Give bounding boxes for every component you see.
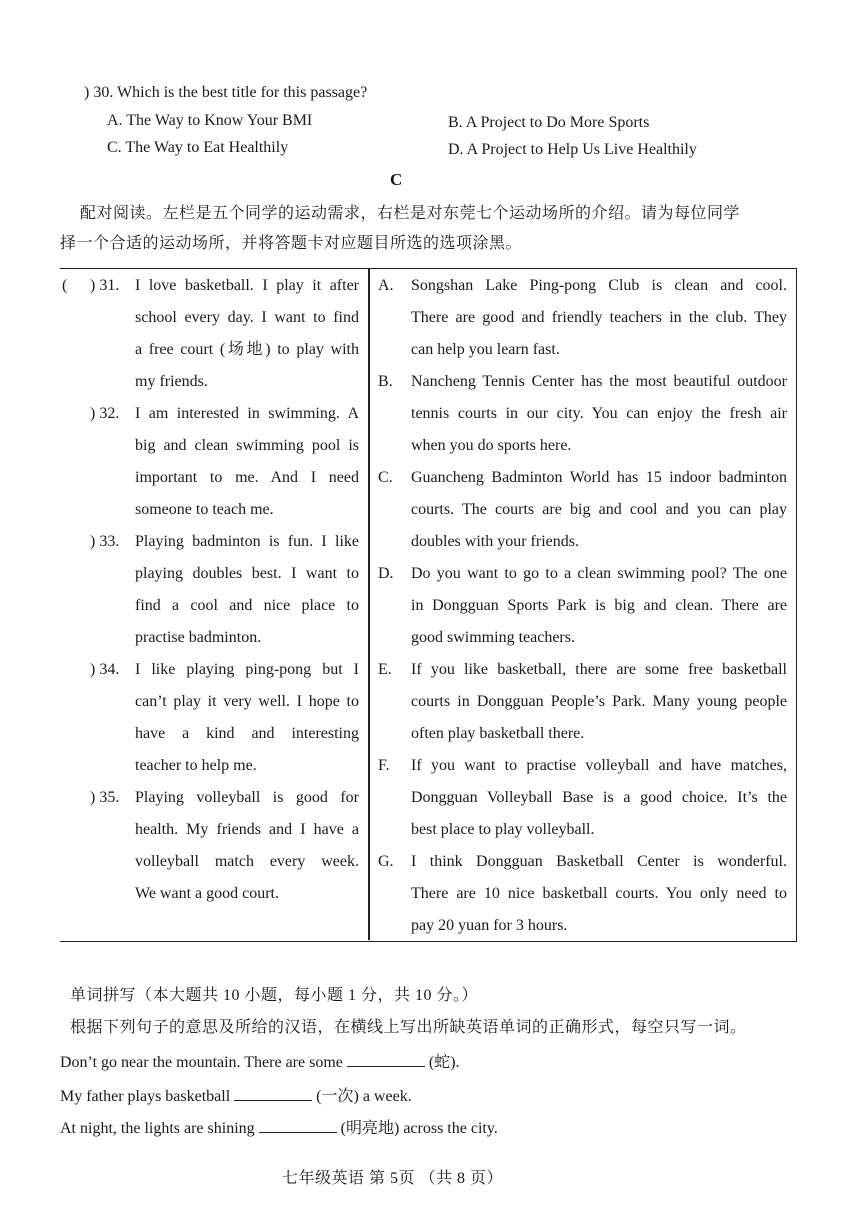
student-need-line: school every day. I want to find: [135, 309, 359, 326]
q30-option-a: A. The Way to Know Your BMI: [107, 112, 313, 129]
student-need-line: health. My friends and I have a: [135, 821, 359, 838]
students-column: [60, 270, 366, 910]
sentence-3-before: At night, the lights are shining: [60, 1120, 255, 1137]
page-footer: 七年级英语 第 5页 （共 8 页）: [282, 1170, 504, 1187]
venue-option-letter: E.: [378, 661, 392, 678]
sentence-1-after: (蛇).: [428, 1054, 460, 1071]
venue-option-letter: A.: [378, 277, 394, 294]
student-need-line: someone to teach me.: [135, 501, 274, 518]
student-item-number: ) 31.: [90, 277, 120, 294]
venue-description-line: Do you want to go to a clean swimming pool? The one: [411, 565, 787, 582]
venue-description-line: best place to play volleyball.: [411, 821, 595, 838]
venue-description-line: can help you learn fast.: [411, 341, 560, 358]
student-need-line: big and clean swimming pool is: [135, 437, 359, 454]
spelling-sentence-1: [60, 1049, 460, 1072]
student-item-number: ) 32.: [90, 405, 120, 422]
venue-option-letter: C.: [378, 469, 393, 486]
student-need-line: teacher to help me.: [135, 757, 257, 774]
venue-option-letter: B.: [378, 373, 393, 390]
venue-description-line: There are 10 nice basketball courts. You only need to: [411, 885, 787, 902]
student-need-line: my friends.: [135, 373, 208, 390]
student-need-line: I love basketball. I play it after: [135, 277, 359, 294]
q30-option-b: B. A Project to Do More Sports: [448, 114, 650, 131]
q30-question: ) 30. Which is the best title for this passage?: [84, 84, 368, 101]
answer-blank-3[interactable]: [259, 1116, 337, 1133]
section-c-instruction-1: 配对阅读。左栏是五个同学的运动需求，右栏是对东莞七个运动场所的介绍。请为每位同学: [80, 205, 741, 222]
venue-description-line: There are good and friendly teachers in the club. They: [411, 309, 787, 326]
venue-description-line: Guancheng Badminton World has 15 indoor badminton: [411, 469, 787, 486]
student-need-line: find a cool and nice place to: [135, 597, 359, 614]
student-need-line: have a kind and interesting: [135, 725, 359, 742]
sentence-2-after: (一次) a week.: [316, 1088, 412, 1105]
venue-description-line: when you do sports here.: [411, 437, 572, 454]
sentence-2-before: My father plays basketball: [60, 1088, 231, 1105]
answer-paren[interactable]: (: [62, 277, 68, 294]
spelling-instruction: 根据下列句子的意思及所给的汉语，在横线上写出所缺英语单词的正确形式，每空只写一词。: [70, 1019, 747, 1036]
student-need-line: practise badminton.: [135, 629, 262, 646]
venue-option-letter: G.: [378, 853, 394, 870]
venue-option-letter: F.: [378, 757, 390, 774]
venue-description-line: courts. The courts are big and cool and you can play: [411, 501, 787, 518]
venue-description-line: Nancheng Tennis Center has the most beautiful outdoor: [411, 373, 787, 390]
student-need-line: important to me. And I need: [135, 469, 359, 486]
student-need-line: volleyball match every week.: [135, 853, 359, 870]
venue-description-line: If you want to practise volleyball and have matches,: [411, 757, 787, 774]
venue-description-line: pay 20 yuan for 3 hours.: [411, 917, 568, 934]
venue-description-line: Dongguan Volleyball Base is a good choice. It’s the: [411, 789, 787, 806]
venue-description-line: I think Dongguan Basketball Center is wonderful.: [411, 853, 787, 870]
student-need-line: Playing badminton is fun. I like: [135, 533, 359, 550]
venue-description-line: good swimming teachers.: [411, 629, 575, 646]
venues-column: [370, 270, 796, 940]
venue-description-line: tennis courts in our city. You can enjoy the fresh air: [411, 405, 787, 422]
student-item-number: ) 33.: [90, 533, 120, 550]
venue-description-line: courts in Dongguan People’s Park. Many young people: [411, 693, 787, 710]
spelling-heading: 单词拼写（本大题共 10 小题，每小题 1 分，共 10 分。）: [70, 987, 479, 1004]
section-c-heading: C: [390, 170, 403, 189]
student-need-line: We want a good court.: [135, 885, 279, 902]
student-need-line: I am interested in swimming. A: [135, 405, 359, 422]
sentence-1-before: Don’t go near the mountain. There are some: [60, 1054, 343, 1071]
student-need-line: Playing volleyball is good for: [135, 789, 359, 806]
student-need-line: I like playing ping-pong but I: [135, 661, 359, 678]
student-item-number: ) 35.: [90, 789, 120, 806]
spelling-sentence-3: [60, 1115, 498, 1138]
answer-blank-1[interactable]: [347, 1050, 425, 1067]
q30-option-c: C. The Way to Eat Healthily: [107, 139, 289, 156]
student-need-line: playing doubles best. I want to: [135, 565, 359, 582]
spelling-sentence-2: [60, 1083, 412, 1106]
venue-description-line: in Dongguan Sports Park is big and clean. There are: [411, 597, 787, 614]
student-item-number: ) 34.: [90, 661, 120, 678]
venue-description-line: doubles with your friends.: [411, 533, 579, 550]
sentence-3-after: (明亮地) across the city.: [340, 1120, 498, 1137]
venue-description-line: Songshan Lake Ping-pong Club is clean and cool.: [411, 277, 787, 294]
q30-option-d: D. A Project to Help Us Live Healthily: [448, 141, 697, 158]
student-need-line: can’t play it very well. I hope to: [135, 693, 359, 710]
answer-blank-2[interactable]: [234, 1084, 312, 1101]
section-c-instruction-2: 择一个合适的运动场所，并将答题卡对应题目所选的选项涂黑。: [60, 235, 523, 252]
student-need-line: a free court (场地) to play with: [135, 341, 359, 358]
venue-description-line: often play basketball there.: [411, 725, 585, 742]
venue-description-line: If you like basketball, there are some free basketball: [411, 661, 787, 678]
venue-option-letter: D.: [378, 565, 394, 582]
